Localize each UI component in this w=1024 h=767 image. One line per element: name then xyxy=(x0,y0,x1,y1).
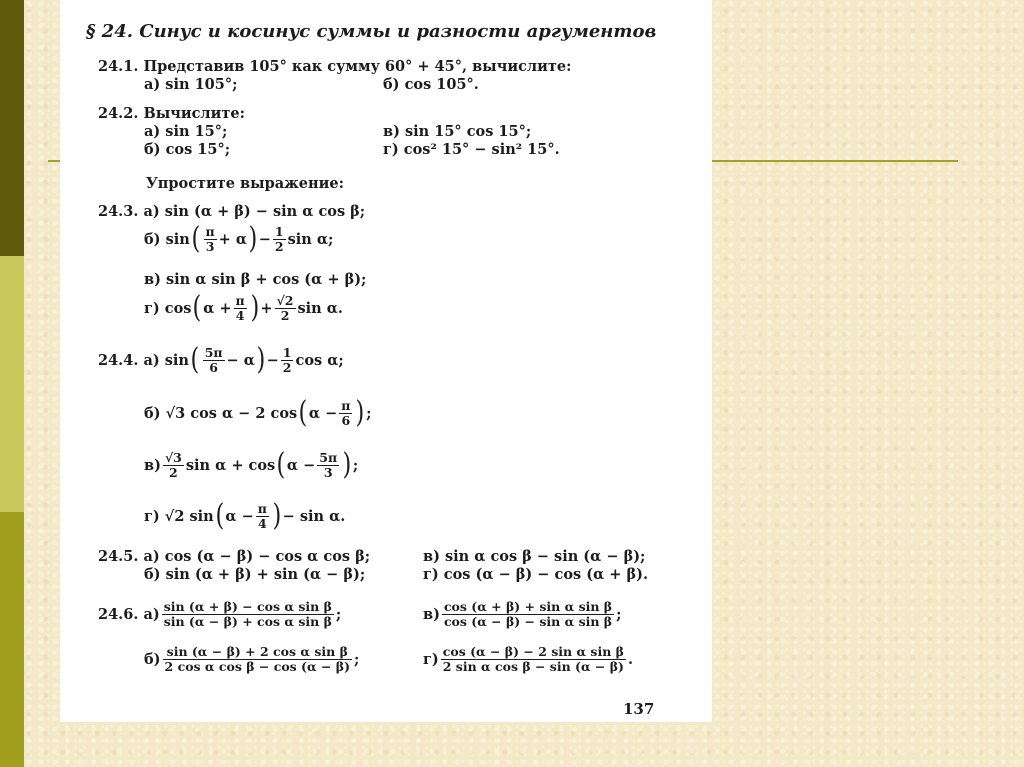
fraction: $\frac{\pi}{3}$ xyxy=(205,223,215,254)
page-title: § 24. Синус и косинус суммы и разности аргументов xyxy=(86,21,657,42)
simplify-heading: Упростите выражение: xyxy=(146,175,344,192)
ex-24-6-b: б) $\frac{\text{sin (α − β) + 2 cos α sin β}}{\text{2 cos α cos β − cos (α − β)}}$ ; xyxy=(144,644,360,674)
ex-24-5-v: в) sin α cos β − sin (α − β); xyxy=(423,548,646,565)
fraction: $\frac{\text{cos (α + β) + sin α sin β}}{\text{cos (α − β) − sin α sin β}}$ xyxy=(443,599,613,629)
page-number: 137 xyxy=(623,700,655,718)
ex-24-3-a: 24.3. а) sin (α + β) − sin α cos β; xyxy=(98,203,366,220)
ex-24-2-v: в) sin 15° cos 15°; xyxy=(383,123,532,140)
fraction: $\frac{1}{2}$ xyxy=(282,344,292,375)
fraction: $\frac{\pi}{4}$ xyxy=(257,500,267,531)
ex-24-2 xyxy=(98,105,245,122)
fraction: $\frac{5\pi}{3}$ xyxy=(319,449,338,480)
ex-24-5-g: г) cos (α − β) − cos (α + β). xyxy=(423,566,649,583)
ex-24-4-a: 24.4. а) sin ( $\frac{5\pi}{6}$ − α ) − $\frac{1}{2}$ cos α; xyxy=(98,342,344,377)
rule-left xyxy=(48,160,60,162)
ex-24-4-b: б) √3 cos α − 2 cos ( α − $\frac{\pi}{6}$ ) ; xyxy=(144,395,372,430)
ex-intro: Представив 105° как сумму 60° + 45°, вычислите: xyxy=(143,58,572,75)
ex-24-5-a: 24.5. а) cos (α − β) − cos α cos β; xyxy=(98,548,371,565)
fraction: $\frac{√3}{2}$ xyxy=(164,449,182,480)
decor-bar-bottom xyxy=(0,512,24,767)
ex-24-3-g: г) cos ( α + $\frac{\pi}{4}$ ) + $\frac{√2}{2}$ sin α. xyxy=(144,290,343,325)
fraction: $\frac{1}{2}$ xyxy=(274,223,284,254)
rule-right xyxy=(712,160,958,162)
ex-number: 24.4. xyxy=(98,351,139,369)
fraction: $\frac{\text{sin (α + β) − cos α sin β}}{\text{sin (α − β) + cos α sin β}}$ xyxy=(163,599,332,629)
fraction: $\frac{√2}{2}$ xyxy=(276,292,294,323)
ex-24-6-g: г) $\frac{\text{cos (α − β) − 2 sin α sin β}}{\text{2 sin α cos β − sin (α − β)}}$ . xyxy=(423,644,634,674)
ex-24-6-v: в) $\frac{\text{cos (α + β) + sin α sin β}}{\text{cos (α − β) − sin α sin β}}$ ; xyxy=(423,599,622,629)
ex-number: 24.2. xyxy=(98,105,139,122)
ex-24-1-a: а) sin 105°; xyxy=(144,76,238,93)
ex-24-3-b: б) sin ( $\frac{\pi}{3}$ + α ) − $\frac{1}{2}$ sin α; xyxy=(144,221,334,256)
ex-number: 24.5. xyxy=(98,548,139,565)
ex-24-4-g: г) √2 sin ( α − $\frac{\pi}{4}$ ) − sin α. xyxy=(144,498,346,533)
ex-24-1 xyxy=(98,58,571,75)
decor-bar-middle xyxy=(0,256,24,512)
ex-24-3-v: в) sin α sin β + cos (α + β); xyxy=(144,271,367,288)
decor-bar-top xyxy=(0,0,24,256)
ex-24-1-b: б) cos 105°. xyxy=(383,76,479,93)
ex-number: 24.1. xyxy=(98,58,139,75)
ex-number: 24.3. xyxy=(98,203,139,220)
fraction: $\frac{\text{sin (α − β) + 2 cos α sin β}}{\text{2 cos α cos β − cos (α − β)}}$ xyxy=(164,644,350,674)
ex-number: 24.6. xyxy=(98,606,139,623)
textbook-page xyxy=(60,0,712,722)
ex-24-2-b: б) cos 15°; xyxy=(144,141,231,158)
ex-intro: Вычислите: xyxy=(143,105,245,122)
ex-24-6-a: 24.6. а) $\frac{\text{sin (α + β) − cos α sin β}}{\text{sin (α − β) + cos α sin β}}$ ; xyxy=(98,599,342,629)
fraction: $\frac{\pi}{6}$ xyxy=(341,397,351,428)
ex-24-4-v: в) $\frac{√3}{2}$ sin α + cos ( α − $\frac{5\pi}{3}$ ) ; xyxy=(144,447,359,482)
ex-24-5-b: б) sin (α + β) + sin (α − β); xyxy=(144,566,366,583)
ex-24-2-a: а) sin 15°; xyxy=(144,123,228,140)
ex-24-2-g: г) cos² 15° − sin² 15°. xyxy=(383,141,560,158)
fraction: $\frac{\pi}{4}$ xyxy=(235,292,245,323)
fraction: $\frac{\text{cos (α − β) − 2 sin α sin β}}{\text{2 sin α cos β − sin (α − β)}}$ xyxy=(442,644,624,674)
fraction: $\frac{5\pi}{6}$ xyxy=(204,344,223,375)
